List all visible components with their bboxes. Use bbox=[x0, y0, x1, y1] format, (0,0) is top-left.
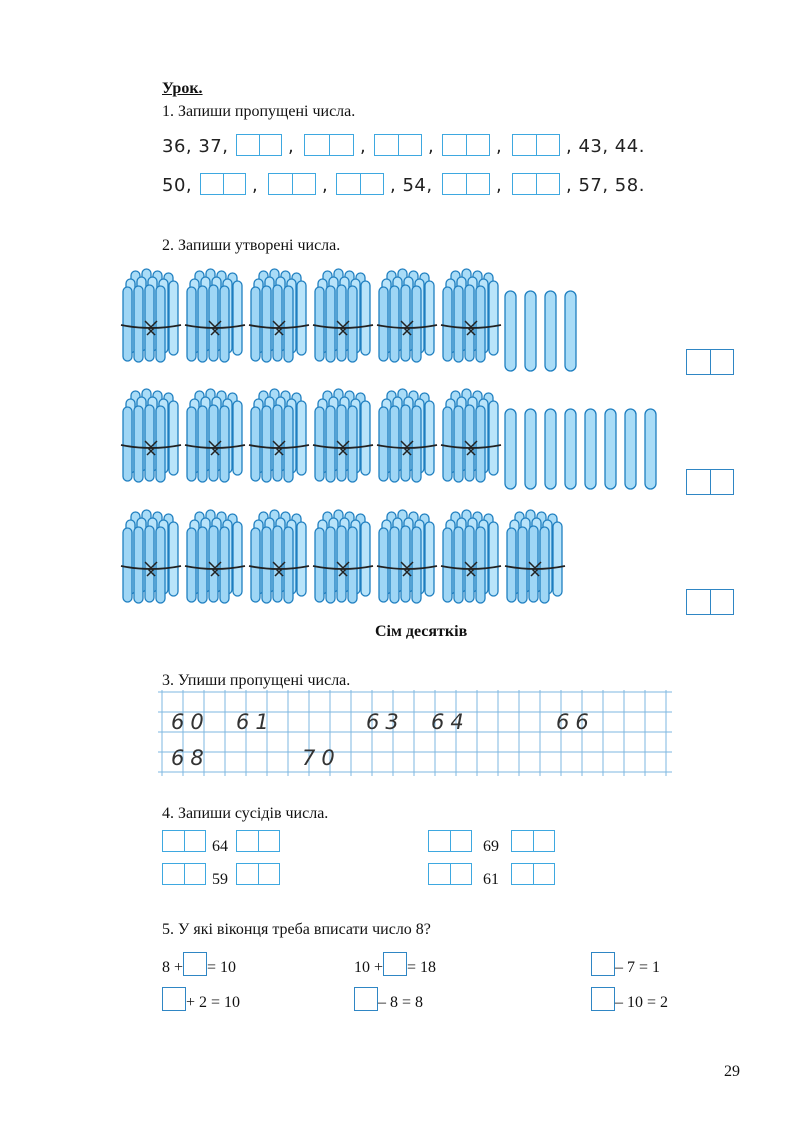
task4-answer-box[interactable] bbox=[428, 830, 472, 852]
task1-row1-start: 36, 37, bbox=[162, 136, 229, 157]
task2-caption: Сім десятків bbox=[375, 623, 468, 640]
task1-answer-box[interactable] bbox=[304, 134, 354, 156]
task1-row2-mid: , 54, bbox=[390, 175, 433, 196]
task1-answer-box[interactable] bbox=[374, 134, 422, 156]
task1-answer-box[interactable] bbox=[336, 173, 384, 195]
task2-heading: 2. Запиши утворені числа. bbox=[162, 237, 341, 254]
task2-answer-box[interactable] bbox=[686, 589, 734, 615]
task2-answer-box[interactable] bbox=[686, 469, 734, 495]
task1-comma: , bbox=[428, 136, 435, 157]
answer-window[interactable] bbox=[162, 987, 186, 1011]
task5-heading: 5. У які віконця треба вписати число 8? bbox=[162, 921, 431, 938]
task1-answer-box[interactable] bbox=[512, 134, 560, 156]
stick-bundles-illustration bbox=[118, 265, 678, 620]
grid-number: 68 bbox=[171, 746, 210, 770]
task1-answer-box[interactable] bbox=[442, 134, 490, 156]
answer-window[interactable] bbox=[183, 952, 207, 976]
task2-answer-box[interactable] bbox=[686, 349, 734, 375]
grid-number: 61 bbox=[236, 710, 275, 734]
answer-window[interactable] bbox=[383, 952, 407, 976]
task1-comma: , bbox=[252, 175, 259, 196]
grid-number: 66 bbox=[556, 710, 595, 734]
task4-answer-box[interactable] bbox=[236, 863, 280, 885]
task1-comma: , bbox=[322, 175, 329, 196]
task1-answer-box[interactable] bbox=[512, 173, 560, 195]
task1-heading: 1. Запиши пропущені числа. bbox=[162, 103, 356, 120]
equation-f: – 10 = 2 bbox=[591, 987, 668, 1012]
task1-comma: , bbox=[496, 136, 503, 157]
task4-number: 69 bbox=[483, 838, 499, 855]
task4-answer-box[interactable] bbox=[511, 830, 555, 852]
task1-row1-end: , 43, 44. bbox=[566, 136, 645, 157]
task3-heading: 3. Упиши пропущені числа. bbox=[162, 672, 351, 689]
task4-number: 59 bbox=[212, 871, 228, 888]
task1-row2-start: 50, bbox=[162, 175, 193, 196]
task1-comma: , bbox=[360, 136, 367, 157]
task1-answer-box[interactable] bbox=[268, 173, 316, 195]
answer-window[interactable] bbox=[591, 952, 615, 976]
task4-heading: 4. Запиши сусідів числа. bbox=[162, 805, 329, 822]
answer-window[interactable] bbox=[354, 987, 378, 1011]
task1-comma: , bbox=[496, 175, 503, 196]
answer-window[interactable] bbox=[591, 987, 615, 1011]
task4-number: 64 bbox=[212, 838, 228, 855]
equation-d: + 2 = 10 bbox=[162, 987, 240, 1012]
task4-answer-box[interactable] bbox=[428, 863, 472, 885]
grid-number: 63 bbox=[366, 710, 405, 734]
task4-number: 61 bbox=[483, 871, 499, 888]
task1-row2-end: , 57, 58. bbox=[566, 175, 645, 196]
grid-number: 60 bbox=[171, 710, 210, 734]
task1-answer-box[interactable] bbox=[236, 134, 282, 156]
task4-answer-box[interactable] bbox=[162, 863, 206, 885]
task1-comma: , bbox=[288, 136, 295, 157]
equation-a: 8 + = 10 bbox=[162, 952, 236, 977]
lesson-title: Урок. bbox=[162, 80, 203, 97]
task4-answer-box[interactable] bbox=[511, 863, 555, 885]
task1-answer-box[interactable] bbox=[442, 173, 490, 195]
grid-number: 64 bbox=[431, 710, 470, 734]
task4-answer-box[interactable] bbox=[236, 830, 280, 852]
task1-answer-box[interactable] bbox=[200, 173, 246, 195]
equation-e: – 8 = 8 bbox=[354, 987, 423, 1012]
grid-number: 70 bbox=[302, 746, 341, 770]
equation-c: – 7 = 1 bbox=[591, 952, 660, 977]
equation-b: 10 + = 18 bbox=[354, 952, 436, 977]
page-number: 29 bbox=[724, 1063, 740, 1080]
task4-answer-box[interactable] bbox=[162, 830, 206, 852]
